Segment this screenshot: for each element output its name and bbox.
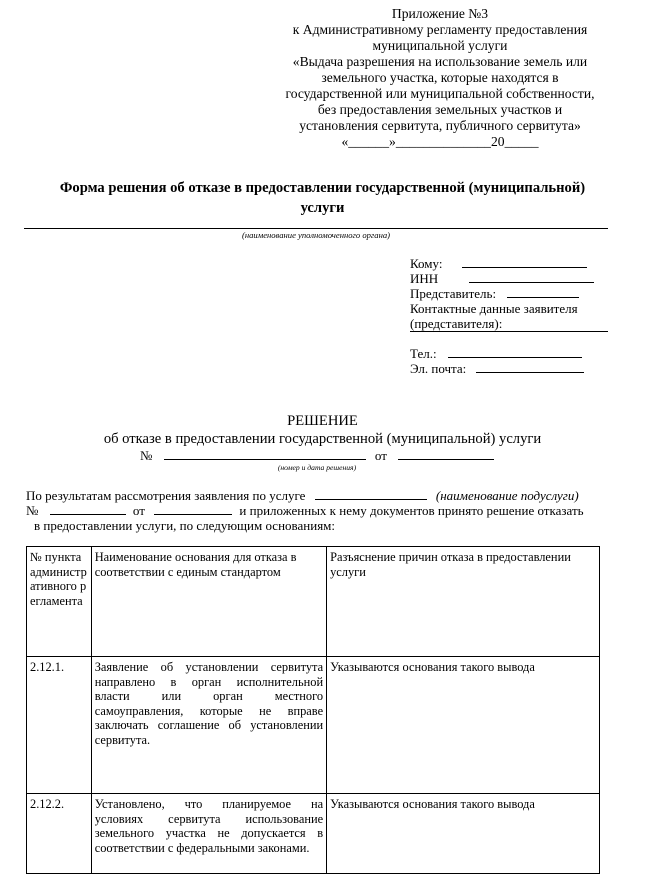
authority-line	[24, 228, 608, 229]
recipient-to	[410, 256, 587, 271]
appendix-line: установления сервитута, публичного сервитута»	[299, 118, 581, 133]
header-explanation: Разъяснение причин отказа в предоставлении услуги	[327, 547, 600, 657]
recipient-to-label: Кому:	[410, 256, 443, 271]
appendix-date-line: «______»______________20_____	[341, 134, 539, 149]
appendix-header	[270, 6, 610, 150]
application-date-field[interactable]	[154, 503, 232, 515]
recipient-phone	[410, 346, 582, 361]
row-reason: Заявление об установлении сервитута направлено в орган исполнительной власти или орган местного самоуправления, которые не вправе заключать соглашение об установлении сервитута.	[91, 657, 326, 794]
decision-subtitle: об отказе в предоставлении государственной (муниципальной) услуги	[103, 431, 542, 447]
appendix-line: государственной или муниципальной собственности,	[285, 86, 595, 101]
recipient-inn-field[interactable]	[469, 271, 594, 283]
subservice-field[interactable]	[315, 488, 427, 500]
recipient-inn	[410, 271, 594, 286]
recipient-email-label: Эл. почта:	[410, 361, 467, 376]
row-explanation[interactable]: Указываются основания такого вывода	[327, 657, 600, 794]
recipient-contacts-field[interactable]	[410, 316, 608, 332]
appendix-line: земельного участка, которые находятся в	[321, 70, 559, 85]
recipient-representative-label: Представитель:	[410, 286, 497, 301]
intro-line-1	[26, 488, 579, 503]
decision-title: РЕШЕНИЕ	[287, 413, 358, 429]
table-row	[27, 794, 600, 874]
header-reason: Наименование основания для отказа в соответствии с единым стандартом	[91, 547, 326, 657]
form-title	[20, 178, 625, 218]
intro-no-label: №	[26, 503, 39, 518]
row-reason: Установлено, что планируемое на условиях сервитута использование земельного участка не допускается в соответствии с федеральными законами.	[91, 794, 326, 874]
decision-date-field[interactable]	[398, 448, 494, 460]
recipient-representative	[410, 286, 579, 301]
recipient-phone-field[interactable]	[448, 346, 582, 358]
form-title-line: Форма решения об отказе в предоставлении государственной (муниципальной)	[59, 180, 586, 196]
refusal-reasons-table	[26, 546, 600, 874]
intro-line-1-prefix: По результатам рассмотрения заявления по услуге	[26, 488, 306, 503]
row-explanation[interactable]: Указываются основания такого вывода	[327, 794, 600, 874]
header-item-number: № пункта административного регламента	[27, 547, 92, 657]
decision-number-line	[140, 448, 494, 463]
authority-caption: (наименование уполномоченного органа)	[241, 230, 390, 240]
recipient-email	[410, 361, 584, 376]
recipient-to-field[interactable]	[462, 256, 587, 268]
appendix-line: муниципальной услуги	[372, 38, 508, 53]
intro-line-2	[26, 503, 584, 518]
decision-number-caption: (номер и дата решения)	[277, 463, 357, 472]
table-header-row	[27, 547, 600, 657]
decision-number-field[interactable]	[164, 448, 366, 460]
recipient-representative-field[interactable]	[507, 286, 579, 298]
recipient-email-field[interactable]	[476, 361, 584, 373]
intro-line-2-rest: и приложенных к нему документов принято решение отказать	[239, 503, 584, 518]
row-item-number: 2.12.1.	[27, 657, 92, 794]
row-item-number: 2.12.2.	[27, 794, 92, 874]
form-title-line: услуги	[300, 200, 345, 216]
table-row	[27, 657, 600, 794]
application-number-field[interactable]	[50, 503, 126, 515]
intro-from-label: от	[132, 503, 145, 518]
recipient-phone-label: Тел.:	[410, 346, 437, 361]
recipient-contacts-label: Контактные данные заявителя	[410, 301, 578, 316]
decision-number-prefix: №	[140, 448, 153, 463]
appendix-line: к Административному регламенту предоставления	[292, 22, 588, 37]
appendix-line: «Выдача разрешения на использование земель или	[292, 54, 588, 69]
intro-line-3: в предоставлении услуги, по следующим основаниям:	[34, 518, 336, 533]
recipient-contacts-label-2: (представителя):	[410, 316, 503, 331]
appendix-line: без предоставления земельных участков и	[317, 102, 563, 117]
decision-from-label: от	[374, 448, 387, 463]
subservice-caption: (наименование подуслуги)	[435, 488, 579, 503]
appendix-line: Приложение №3	[391, 6, 489, 21]
recipient-inn-label: ИНН	[410, 271, 439, 286]
